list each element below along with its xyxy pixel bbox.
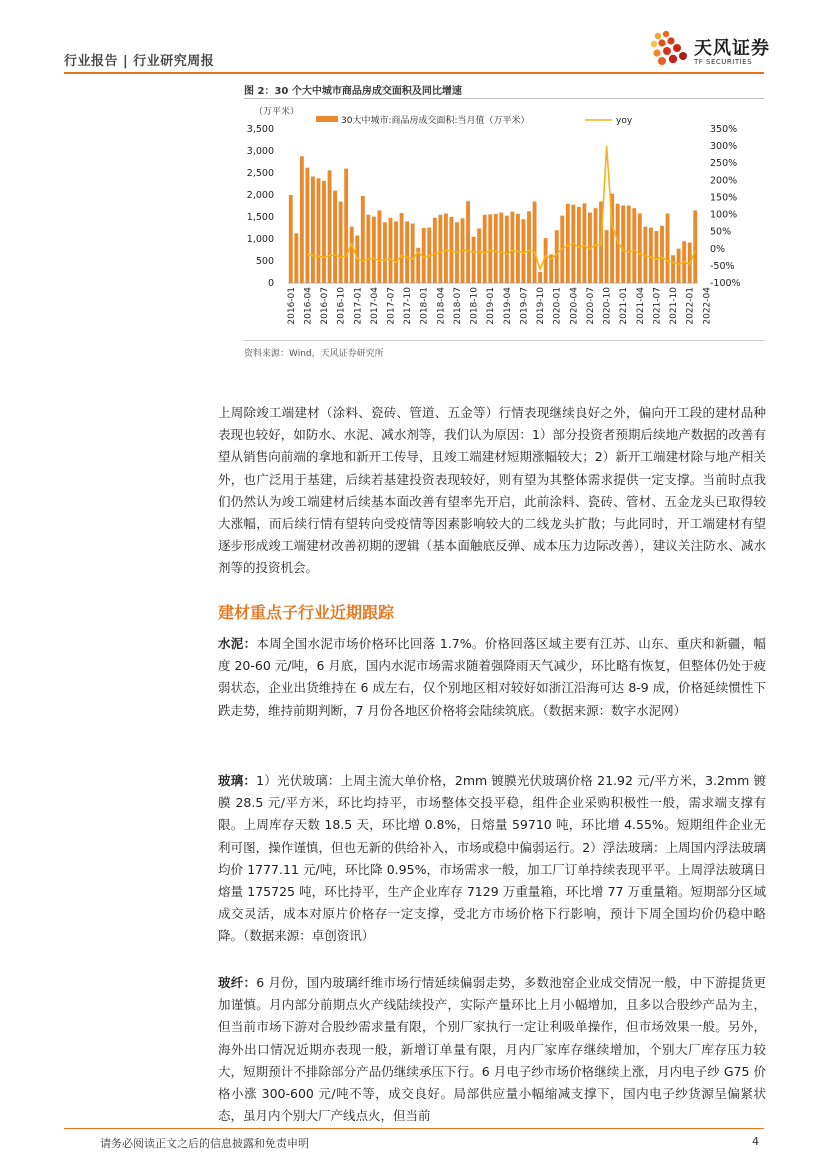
x-tick-label: 2016-07 — [320, 287, 331, 325]
chart-bar — [621, 206, 625, 283]
chart-bar — [510, 212, 514, 283]
x-tick-label: 2020-07 — [585, 287, 596, 325]
section-title: 建材重点子行业近期跟踪 — [218, 603, 395, 622]
chart-bar — [555, 230, 559, 283]
y-right-tick-label: 50% — [710, 226, 732, 238]
chart-bar — [472, 237, 476, 283]
chart-bar — [577, 207, 581, 283]
chart-bar — [411, 224, 415, 283]
x-tick-label: 2016-04 — [303, 287, 314, 325]
figure-source: 资料来源：Wind，天风证券研究所 — [244, 349, 384, 359]
x-tick-label: 2020-04 — [569, 287, 580, 325]
x-tick-label: 2018-07 — [452, 287, 463, 325]
footer-disclaimer: 请务必阅读正文之后的信息披露和免责申明 — [100, 1137, 309, 1150]
chart-bar — [693, 210, 697, 283]
chart-bar — [450, 217, 454, 283]
cement-paragraph — [218, 633, 766, 722]
chart-bar — [632, 208, 636, 283]
x-tick-label: 2019-10 — [536, 287, 547, 325]
chart-bar — [405, 221, 409, 283]
x-tick-label: 2020-01 — [552, 287, 563, 325]
y-left-tick-label: 2,000 — [246, 190, 274, 201]
x-tick-label: 2019-04 — [502, 287, 513, 325]
report-category: 行业报告 | 行业研究周报 — [64, 54, 215, 69]
x-tick-label: 2020-10 — [602, 287, 613, 325]
footer-divider — [64, 1128, 764, 1129]
y-right-tick-label: 350% — [710, 124, 738, 135]
header-divider — [64, 72, 764, 74]
x-tick-label: 2016-01 — [286, 287, 297, 325]
chart-bar — [671, 255, 675, 283]
chart-bar — [505, 216, 509, 283]
chart-bar — [477, 228, 481, 283]
chart-bar — [677, 249, 681, 283]
chart-bar — [366, 215, 370, 283]
chart-bar — [294, 233, 298, 283]
x-tick-label: 2016-10 — [336, 287, 347, 325]
housing-sales-chart — [240, 100, 770, 340]
y-left-tick-label: 3,000 — [246, 146, 274, 157]
x-tick-label: 2018-04 — [436, 287, 447, 325]
fiber-paragraph — [218, 972, 766, 1127]
x-tick-label: 2017-01 — [353, 287, 364, 325]
x-tick-label: 2022-01 — [685, 287, 696, 325]
chart-bar — [389, 218, 393, 283]
fiber-lead: 玻纤： — [218, 975, 257, 990]
chart-bar — [655, 231, 659, 283]
chart-bar — [516, 214, 520, 283]
cement-text: 本周全国水泥市场价格环比回落 1.7%。价格回落区域主要有江苏、山东、重庆和新疆，幅度 20-60 元/吨，6 月底，国内水泥市场需求随着强降雨天气减少，环比略有恢复，但整体仍处于疲弱状态，企业出货维持在 6 成左右，仅个别地区相对较好如浙江沿海可达 8-9 成，价格延续惯性下跌走势，维持前期判断，7 月份各地区价格将会陆续筑底。（数据来源：数字水泥网） — [218, 636, 766, 718]
chart-bar — [605, 230, 609, 283]
y-left-tick-label: 2,500 — [246, 168, 274, 179]
chart-bar — [527, 211, 531, 283]
chart-bar — [289, 195, 293, 283]
chart-bar — [394, 221, 398, 283]
logo-name-cn: 天风证券 — [694, 38, 770, 59]
chart-bar — [311, 177, 315, 283]
y-left-tick-label: 0 — [267, 278, 274, 289]
x-tick-label: 2021-04 — [635, 287, 646, 325]
chart-bar — [566, 204, 570, 283]
chart-bar — [328, 170, 332, 283]
logo-name-en: TF SECURITIES — [694, 58, 753, 66]
chart-bar — [372, 217, 376, 283]
page-number: 4 — [752, 1135, 759, 1148]
chart-bar — [400, 213, 404, 283]
chart-bar — [344, 169, 348, 283]
chart-bar — [350, 227, 354, 283]
chart-bar — [666, 213, 670, 283]
x-tick-label: 2019-07 — [519, 287, 530, 325]
glass-text: 1）光伏玻璃：上周主流大单价格，2mm 镀膜光伏玻璃价格 21.92 元/平方米，3.2mm 镀膜 28.5 元/平方米，环比均持平，市场整体交投平稳，组件企业采购积极性一般，需求端支撑有限。上周库存天数 18.5 天，环比增 0.8%，日熔量 59710 吨，环比增 4.55%。短期组件企业无利可图，操作谨慎，但也无新的供给补入，市场或稳中偏弱运行。2）浮法玻璃：上周国内浮法玻璃均价 1777.11 元/吨，环比降 0.95%，市场需求一般，加工厂订单持续表现平平。上周浮法玻璃日熔量 175725 吨，环比持平，生产企业库存 7129 万重量箱，环比增 77 万重量箱。短期部分区域成交灵活，成本对原片价格存一定支撑，受北方市场价格下行影响，预计下周全国均价仍稳中略降。（数据来源：卓创资讯） — [218, 773, 766, 944]
chart-bar — [494, 214, 498, 283]
figure-bottom-divider — [244, 340, 764, 341]
y-left-tick-label: 3,500 — [246, 124, 274, 135]
y-right-tick-label: 0% — [710, 243, 726, 255]
chart-bar — [300, 156, 304, 283]
chart-bar — [533, 202, 537, 283]
chart-bar — [466, 201, 470, 283]
commentary-paragraph: 上周除竣工端建材（涂料、瓷砖、管道、五金等）行情表现继续良好之外，偏向开工段的建材品种表现也较好，如防水、水泥、减水剂等，我们认为原因：1）部分投资者预期后续地产数据的改善有望从销售向前端的拿地和新开工传导，且竣工端建材短期涨幅较大；2）新开工端建材除与地产相关外，也广泛用于基建，后续若基建投资表现较好，则有望为其整体需求提供一定支撑。当前时点我们仍然认为竣工端建材后续基本面改善有望率先开启，此前涂料、瓷砖、管材、五金龙头已取得较大涨幅，而后续行情有望转向受疫情等因素影响较大的二线龙头扩散；与此同时，开工端建材有望逐步形成竣工端建材改善初期的逻辑（基本面触底反弹、成本压力边际改善），建议关注防水、减水剂等的投资机会。 — [218, 405, 766, 576]
glass-lead: 玻璃： — [218, 773, 257, 788]
y-right-tick-label: 100% — [710, 209, 738, 221]
company-logo — [648, 28, 778, 74]
x-tick-label: 2021-07 — [652, 287, 663, 325]
chart-bar — [444, 213, 448, 283]
y-axis-unit-label: （万平米） — [254, 107, 300, 117]
chart-bar — [538, 272, 542, 283]
chart-bar — [377, 210, 381, 283]
chart-bar — [383, 222, 387, 283]
logo-dots-icon — [648, 28, 692, 72]
chart-bar — [649, 228, 653, 283]
chart-bar — [638, 213, 642, 283]
y-right-tick-label: 200% — [710, 175, 738, 187]
y-right-tick-label: 250% — [710, 158, 738, 170]
chart-bar — [438, 215, 442, 283]
y-right-tick-label: -100% — [710, 278, 741, 289]
x-tick-label: 2018-01 — [419, 287, 430, 325]
chart-bar — [322, 181, 326, 283]
y-right-tick-label: 150% — [710, 192, 738, 204]
y-right-tick-label: 300% — [710, 141, 738, 153]
glass-paragraph — [218, 770, 766, 948]
chart-bar — [627, 206, 631, 283]
chart-bar — [339, 202, 343, 283]
chart-bar — [499, 213, 503, 283]
figure-title: 图 2：30 个大中城市商品房成交面积及同比增速 — [244, 86, 462, 97]
fiber-text: 6 月份，国内玻璃纤维市场行情延续偏弱走势，多数池窑企业成交情况一般，中下游提货更加谨慎。月内部分前期点火产线陆续投产，实际产量环比上月小幅增加，且多以合股纱产品为主，但当前市场下游对合股纱需求量有限，个别厂家执行一定让利吸单操作，但市场效果一般。另外，海外出口情况近期亦表现一般，新增订单量有限，月内厂家库存继续增加，个别大厂库存压力较大，短期预计不排除部分产品仍继续承压下行。6 月电子纱市场价格继续上涨，月内电子纱 G75 价格小涨 300-600 元/吨不等，成交良好。局部供应量小幅缩减支撑下，国内电子纱货源呈偏紧状态，虽月内个别大厂产线点火，但当前 — [218, 975, 766, 1124]
legend-bar-label: 30大中城市:商品房成交面积:当月值（万平米） — [341, 116, 530, 126]
y-left-tick-label: 1,500 — [246, 212, 274, 223]
x-tick-label: 2022-04 — [702, 287, 713, 325]
chart-bar — [361, 196, 365, 283]
chart-bar — [433, 218, 437, 283]
x-tick-label: 2021-01 — [619, 287, 630, 325]
y-right-tick-label: -50% — [710, 260, 735, 272]
chart-bar — [317, 178, 321, 283]
x-tick-label: 2017-07 — [386, 287, 397, 325]
chart-bar — [522, 219, 526, 283]
y-left-tick-label: 1,000 — [246, 234, 274, 245]
y-left-tick-label: 500 — [255, 256, 274, 267]
chart-bar — [483, 215, 487, 283]
cement-lead: 水泥： — [218, 636, 257, 651]
figure-top-divider — [244, 98, 764, 99]
x-tick-label: 2017-10 — [403, 287, 414, 325]
legend-line-label: yoy — [616, 116, 633, 126]
x-tick-label: 2021-10 — [669, 287, 680, 325]
x-tick-label: 2019-01 — [486, 287, 497, 325]
legend-bar-swatch — [316, 116, 338, 122]
x-tick-label: 2017-04 — [369, 287, 380, 325]
x-tick-label: 2018-10 — [469, 287, 480, 325]
chart-bar — [582, 203, 586, 283]
chart-bar — [488, 214, 492, 283]
chart-bar — [333, 191, 337, 283]
chart-bar — [660, 226, 664, 283]
chart-bar — [305, 168, 309, 283]
